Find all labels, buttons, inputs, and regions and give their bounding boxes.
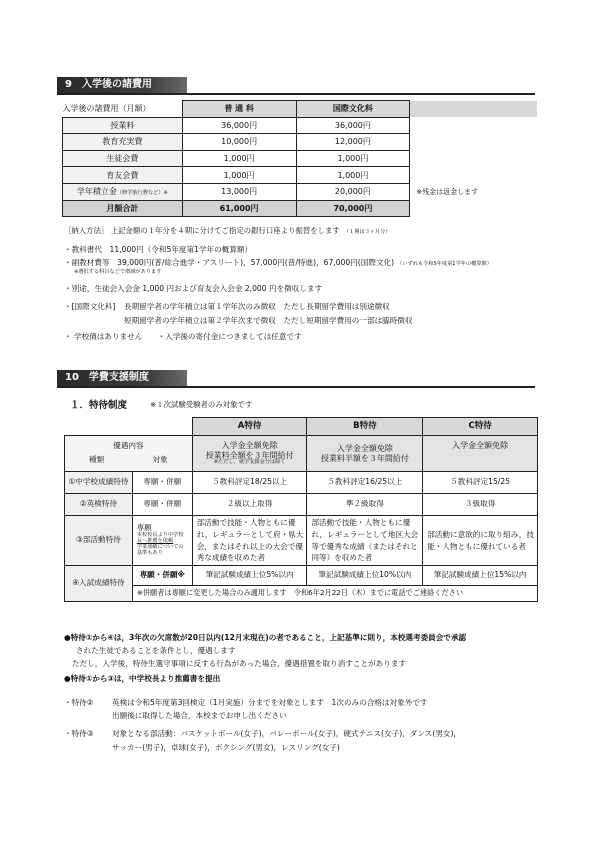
cell-b: 筆記試験成績上位10%以内 (307, 566, 423, 586)
fees-col-general: 普 通 科 (182, 101, 296, 118)
fees-cell: 36,000円 (182, 117, 296, 134)
tokutai2-label: ・特待② (64, 698, 94, 707)
col-c-desc: 入学金全額免除 (423, 436, 538, 472)
fees-cell: 13,000円 (182, 183, 296, 200)
fees-cell: 1,000円 (296, 167, 410, 184)
cell-b: 部活動で技能・人物ともに優れ，レギュラーとして地区大会等で優秀な成績（またはそれと同等）を収めた者 (307, 516, 423, 566)
cell-a: 部活動で技能・人物ともに優れ，レギュラーとして府・県大会，またはそれ以上の大会で優秀な成績を収めた者 (192, 516, 307, 566)
fees-cell: 20,000円 (296, 183, 410, 200)
fees-cell: 36,000円 (296, 117, 410, 134)
materials-note: ※選択する科目などで増減があります (74, 269, 162, 275)
fees-cell: 10,000円 (182, 134, 296, 151)
fees-row-label: 学年積立金（修学旅行費など）※ (63, 183, 183, 200)
col-c-header: C特待 (423, 418, 538, 436)
cell-c: 筆記試験成績上位15%以内 (423, 566, 538, 586)
section9-title: 9 入学後の諸費用 (57, 77, 187, 93)
fees-row-label: 生徒会費 (63, 150, 183, 167)
intl-long-term: 長期留学者の学年積立は第１学年次のみ徴収 ただし長期留学費用は別途徴収 (124, 302, 390, 311)
tokutai2-line2: 出願後に取得した場合，本校までお申し出ください (112, 711, 287, 720)
row-type: ④入試成績特待 (65, 566, 133, 602)
row-target: 専願 本校校長より中学校 長へ推薦を依頼 学業成績についての 基準もあり (132, 516, 192, 566)
cell-a: ２級以上取得 (192, 494, 307, 516)
col-b-desc: 入学金全額免除 授業料半額を３年間給付 (307, 436, 423, 472)
cell-a: 筆記試験成績上位5%以内 (192, 566, 307, 586)
bonds-note: ・ 学校債はありません ・入学後の寄付金につきましては任意です (64, 332, 302, 341)
payment-method: ［納入方法］ 上記金額の１年分を４期に分けてご指定の銀行口座より振替をします （１期は３ヶ月分） (64, 226, 391, 235)
row-type: ③部活動特待 (65, 516, 133, 566)
fees-caption: 入学後の諸費用（月額） (63, 101, 183, 118)
textbook-cost: ・教科書代 11,000円（令和5年度第1学年の概算額） (64, 245, 253, 254)
row-type: ①中学校成績特待 (65, 472, 133, 494)
tokutai3-line1: 対象となる部活動：バスケットボール(女子)，バレーボール(女子)，硬式テニス(女子)，ダンス(男女)， (112, 729, 462, 738)
condition-4: ●特待①から③は，中学校長より推薦書を提出 (64, 674, 221, 683)
fees-row-label: 育友会費 (63, 167, 183, 184)
col-a-header: A特待 (192, 418, 307, 436)
cell-b: 準２級取得 (307, 494, 423, 516)
target-label: 対象 (152, 455, 168, 464)
col-b-header: B特待 (307, 418, 423, 436)
tokutai2-line1: 英検は令和5年度第3回検定（1月実施）分までを対象とします 1次のみの合格は対象外です (112, 698, 428, 707)
section10-title: 10 学費支援制度 (57, 370, 187, 386)
materials-cost: ・副教材費等 39,000円(普/総合進学・アスリート)，57,000円(普/特進)，67,000円(国際文化) （いずれも令和5年度第1学年の概算額） (64, 258, 492, 267)
row-target: 専願・併願 (132, 472, 192, 494)
fees-cell: 1,000円 (296, 150, 410, 167)
scholarship-table (64, 417, 538, 602)
tokutai3-label: ・特待③ (64, 729, 94, 738)
row-type: ②英検特待 (65, 494, 133, 516)
cell-b: ５教科評定16/25以上 (307, 472, 423, 494)
fees-row-label-note: （修学旅行費など）※ (116, 189, 168, 196)
row-target: 専願・併願 (132, 494, 192, 516)
condition-3: ただし，入学後，特待生選守事項に反する行為があった場合，優遇措置を取り消すことがあります (72, 659, 407, 668)
section10-rule (57, 386, 535, 388)
fees-total-cell: 70,000円 (296, 200, 410, 217)
cell-c: ３級取得 (423, 494, 538, 516)
condition-1: ●特待①から④は，3年次の欠席数が20日以内(12月末現在)の者であること，上記基準に則り，本校選考委員会で承認 (64, 633, 467, 642)
fees-row-label: 教育充実費 (63, 134, 183, 151)
condition-2: された生徒であることを条件とし，優遇します (76, 646, 236, 655)
scholarship-subnote: ※１次試験受験者のみ対象です (150, 400, 253, 409)
cell-a: ５教科評定18/25以上 (192, 472, 307, 494)
row4-note: ※併願者は専願に変更した場合のみ適用します 令和6年2月22日（木）までに電話でご連絡ください (132, 586, 537, 602)
fees-cell: 1,000円 (182, 150, 296, 167)
cell-c: 部活動に意欲的に取り組み，技能・人物ともに優れている者 (423, 516, 538, 566)
cell-c: ５教科評定15/25 (423, 472, 538, 494)
header-label-cell (65, 436, 193, 472)
type-label: 種類 (89, 455, 105, 464)
intl-label: ・[国際文化科] (64, 302, 116, 311)
fees-total-cell: 61,000円 (182, 200, 296, 217)
col-a-desc: 入学金全額免除 授業料全額を３年間給付 ※ただし，就学支援金分は除く (192, 436, 307, 472)
fees-table (62, 100, 537, 217)
separate-fees: ・別途，生徒会入会金 1,000 円および育友会入会金 2,000 円を徴収します (64, 284, 323, 293)
fees-row-label: 授業料 (63, 117, 183, 134)
scholarship-subtitle: １．特待制度 (70, 400, 128, 411)
fees-col-intl: 国際文化科 (296, 101, 410, 118)
fees-side-note: ※残金は返金します (416, 187, 479, 196)
fees-cell: 1,000円 (182, 167, 296, 184)
section9-rule (57, 93, 535, 95)
content-label: 優遇内容 (113, 441, 144, 451)
intl-short-term: 短期留学者の学年積立は第２学年次まで徴収 ただし短期留学費用の一部は臨時徴収 (124, 316, 413, 325)
row-target: 専願・併願※ (132, 566, 192, 586)
fees-cell: 12,000円 (296, 134, 410, 151)
tokutai3-line2: サッカー(男子)，卓球(女子)，ボクシング(男女)，レスリング(女子) (112, 743, 340, 752)
fees-total-label: 月額合計 (63, 200, 183, 217)
